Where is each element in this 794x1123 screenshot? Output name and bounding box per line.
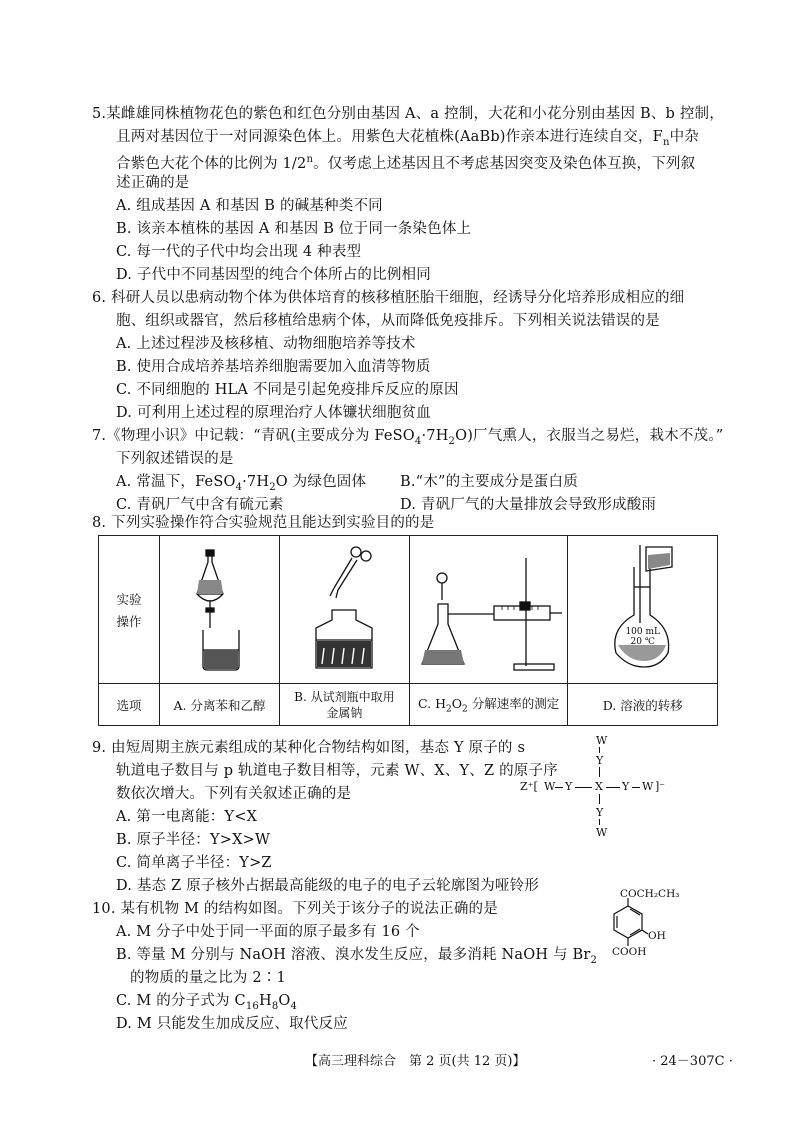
q8-row-header-operation: [99, 536, 160, 684]
q6-stem-line1: 6. 科研人员以患病动物个体为供体培育的核移植胚胎干细胞，经诱导分化培养形成相应的细: [92, 290, 685, 306]
row-label-line1: 实验: [116, 591, 142, 607]
reagent-bottle-icon: [294, 540, 394, 680]
q6-option-d: D. 可利用上述过程的原理治疗人体镰状细胞贫血: [116, 405, 431, 421]
substituent-carboxyl: COOH: [612, 946, 647, 958]
q5-stem-line1: 5.某雌雄同株植物花色的紫色和红色分别由基因 A、a 控制，大花和小花分别由基因 B、b 控制，: [92, 106, 724, 122]
q5-option-d: D. 子代中不同基因型的纯合个体所占的比例相同: [116, 267, 431, 283]
q10-molecule-diagram: [594, 888, 704, 964]
q5-option-b: B. 该亲本植株的基因 A 和基因 B 位于同一条染色体上: [116, 221, 472, 237]
q8-row-header-option: 选项: [99, 684, 160, 726]
atom-w-left: W: [544, 780, 556, 793]
q5-option-a: A. 组成基因 A 和基因 B 的碱基种类不同: [116, 198, 383, 214]
atom-w-right: W: [642, 780, 654, 793]
atom-y-left: Y: [565, 780, 573, 793]
q8-experiment-table: [98, 535, 718, 726]
footer-page-info: 【高三理科综合 第 2 页(共 12 页)】: [305, 1054, 526, 1069]
separatory-funnel-icon: [175, 542, 265, 677]
q7-option-a: A. 常温下，$FeSO_4\cdot 7H_2O$ 为绿色固体: [116, 474, 367, 493]
atom-y-right: Y: [622, 780, 630, 793]
q6-option-a: A. 上述过程涉及核移植、动物细胞培养等技术: [116, 336, 416, 352]
atom-y-bottom: Y: [596, 806, 604, 819]
q8-option-b-line2: 金属钠: [326, 705, 363, 720]
q7-stem-line1: 7.《物理小识》中记载：“青矾(主要成分为 $FeSO_4\cdot 7H_2O$)厂气熏人，衣服当之易烂，栽木不茂。”: [92, 428, 724, 447]
q9-stem-line3: 数依次增大。下列有关叙述正确的是: [116, 786, 352, 802]
q8-option-b: [279, 684, 409, 726]
q8-apparatus-d: [568, 536, 718, 684]
substituent-hydroxyl: OH: [648, 930, 666, 942]
q8-stem: 8. 下列实验操作符合实验规范且能达到实验目的的是: [92, 515, 435, 531]
q9-option-a: A. 第一电离能：Y<X: [116, 809, 258, 825]
q8-apparatus-a: [160, 536, 280, 684]
q10-option-c: C. M 的分子式为 $C_{16}H_8O_4$: [116, 993, 298, 1012]
footer-exam-code: · 24－307C ·: [652, 1054, 733, 1069]
q7-option-d: D. 青矾厂气的大量排放会导致形成酸雨: [400, 497, 657, 513]
anion-bracket: ]⁻: [655, 780, 666, 793]
q8-option-c: C. $H_2O_2$ 分解速率的测定: [409, 684, 568, 726]
q5-stem-line3: 合紫色大花个体的比例为 1/2$^n$。仅考虑上述基因且不考虑基因突变及染色体互换，下列叙: [116, 154, 696, 172]
q10-option-a: A. M 分子中处于同一平面的原子最多有 16 个: [116, 924, 420, 940]
q6-stem-line2: 胞、组织或器官，然后移植给患病个体，从而降低免疫排斥。下列相关说法错误的是: [116, 313, 660, 329]
atom-y-top: Y: [596, 754, 604, 767]
q9-structure-diagram: [520, 734, 680, 844]
q8-apparatus-b: [279, 536, 409, 684]
q6-option-b: B. 使用合成培养基培养细胞需要加入血清等物质: [116, 359, 431, 375]
q10-stem: 10. 某有机物 M 的结构如图。下列关于该分子的说法正确的是: [92, 901, 498, 917]
flask-temp-label: 20 ℃: [630, 636, 655, 647]
q5-option-c: C. 每一代的子代中均会出现 4 种表型: [116, 244, 362, 260]
q7-option-c: C. 青矾厂气中含有硫元素: [116, 497, 284, 513]
atom-w-top: W: [596, 734, 608, 747]
q10-option-b-line1: B. 等量 M 分别与 NaOH 溶液、溴水发生反应，最多消耗 NaOH 与 $Br_2$: [116, 947, 598, 966]
q7-stem-line2: 下列叙述错误的是: [116, 451, 234, 467]
flask-volume-label: 100 mL: [625, 626, 661, 637]
flask-label: [568, 627, 717, 647]
atom-w-bottom: W: [596, 826, 608, 839]
q9-stem-line1: 9. 由短周期主族元素组成的某种化合物结构如图，基态 Y 原子的 s: [92, 740, 526, 756]
gas-syringe-setup-icon: [414, 540, 564, 680]
q7-option-b: B.“木”的主要成分是蛋白质: [400, 474, 578, 490]
q8-option-d: D. 溶液的转移: [568, 684, 718, 726]
q5-stem-line2: 且两对基因位于一对同源染色体上。用紫色大花植株(AaBb)作亲本进行连续自交，$F_n$中杂: [116, 129, 699, 148]
benzene-ring-icon: [594, 892, 704, 964]
substituent-propanoyl: COCH₂CH₃: [620, 888, 680, 900]
q9-option-c: C. 简单离子半径：Y>Z: [116, 855, 272, 871]
atom-z-cation: Z⁺[: [520, 780, 538, 793]
q5-stem-line4: 述正确的是: [116, 175, 190, 191]
q10-option-d: D. M 只能发生加成反应、取代反应: [116, 1016, 348, 1032]
atom-x-center: X: [595, 780, 603, 793]
q10-option-b-line2: 的物质的量之比为 2∶1: [130, 970, 286, 986]
q6-option-c: C. 不同细胞的 HLA 不同是引起免疫排斥反应的原因: [116, 382, 459, 398]
q9-option-b: B. 原子半径：Y>X>W: [116, 832, 271, 848]
q8-apparatus-c: [409, 536, 568, 684]
q9-option-d: D. 基态 Z 原子核外占据最高能级的电子的电子云轮廓图为哑铃形: [116, 878, 540, 894]
q8-option-b-line1: B. 从试剂瓶中取用: [294, 689, 395, 704]
q8-option-a: A. 分离苯和乙醇: [160, 684, 280, 726]
q9-stem-line2: 轨道电子数目与 p 轨道电子数目相等，元素 W、X、Y、Z 的原子序: [116, 763, 558, 779]
row-label-line2: 操作: [116, 613, 142, 629]
